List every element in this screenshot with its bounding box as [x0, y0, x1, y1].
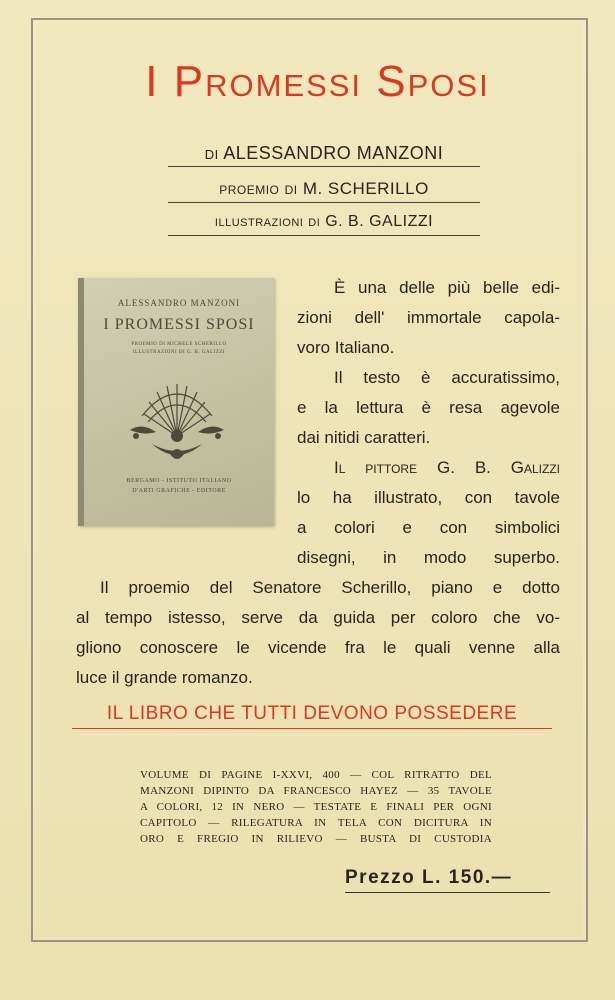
body-line-7: Il pittore G. B. Galizzi — [334, 458, 560, 477]
price-tag: Prezzo L. 150.— — [345, 864, 550, 893]
body-line-14: luce il grande romanzo. — [76, 668, 253, 687]
spec-line-2: MANZONI DIPINTO DA FRANCESCO HAYEZ — 35 TAVOLE — [140, 785, 492, 797]
fan-emblem-icon — [122, 374, 232, 470]
body-line-6: dai nitidi caratteri. — [297, 428, 431, 447]
body-line-12: al tempo istesso, serve da guida per coloro che vo- — [76, 608, 560, 627]
body-line-5: e la lettura è resa agevole — [297, 398, 560, 417]
body-line-4: Il testo è accuratissimo, — [334, 368, 560, 387]
proem-credit: proemio di M. SCHERILLO — [168, 176, 480, 203]
slogan-banner: IL LIBRO CHE TUTTI DEVONO POSSEDERE — [72, 700, 552, 729]
spec-line-5: ORO E FREGIO IN RILIEVO — BUSTA DI CUSTODIA — [140, 833, 492, 845]
cover-publisher-name: D'ARTI GRAFICHE - EDITORE — [132, 488, 226, 494]
cover-publisher-city: BERGAMO - ISTITUTO ITALIANO — [126, 478, 232, 484]
body-line-11: Il proemio del Senatore Scherillo, piano e dotto — [100, 578, 560, 597]
body-line-10: disegni, in modo superbo. — [297, 548, 560, 567]
cover-title: I PROMESSI SPOSI — [103, 316, 255, 333]
book-title: I Promessi Sposi — [145, 57, 490, 106]
cover-author: ALESSANDRO MANZONI — [117, 298, 241, 308]
cover-subtitle-proem: PROEMIO DI MICHELE SCHERILLO — [131, 342, 227, 347]
spec-line-1: VOLUME DI PAGINE I-XXVI, 400 — COL RITRATTO DEL — [140, 769, 492, 781]
illustrations-credit: illustrazioni di G. B. GALIZZI — [168, 209, 480, 236]
body-line-13: gliono conoscere le vicende fra le quali venne alla — [76, 638, 560, 657]
body-line-8: lo ha illustrato, con tavole — [297, 488, 560, 507]
author-credit: di ALESSANDRO MANZONI — [168, 140, 480, 167]
spec-line-4: CAPITOLO — RILEGATURA IN TELA CON DICITURA IN — [140, 817, 492, 829]
body-line-2: zioni dell' immortale capola- — [297, 308, 560, 327]
body-line-3: voro Italiano. — [297, 338, 395, 357]
book-cover-image — [78, 278, 274, 526]
body-line-9: a colori e con simbolici — [297, 518, 560, 537]
spec-line-3: A COLORI, 12 IN NERO — TESTATE E FINALI PER OGNI — [140, 801, 492, 813]
cover-subtitle-illustrations: ILLUSTRAZIONI DI G. B. GALIZZI — [132, 350, 226, 355]
body-line-1: È una delle più belle edi- — [334, 278, 560, 297]
